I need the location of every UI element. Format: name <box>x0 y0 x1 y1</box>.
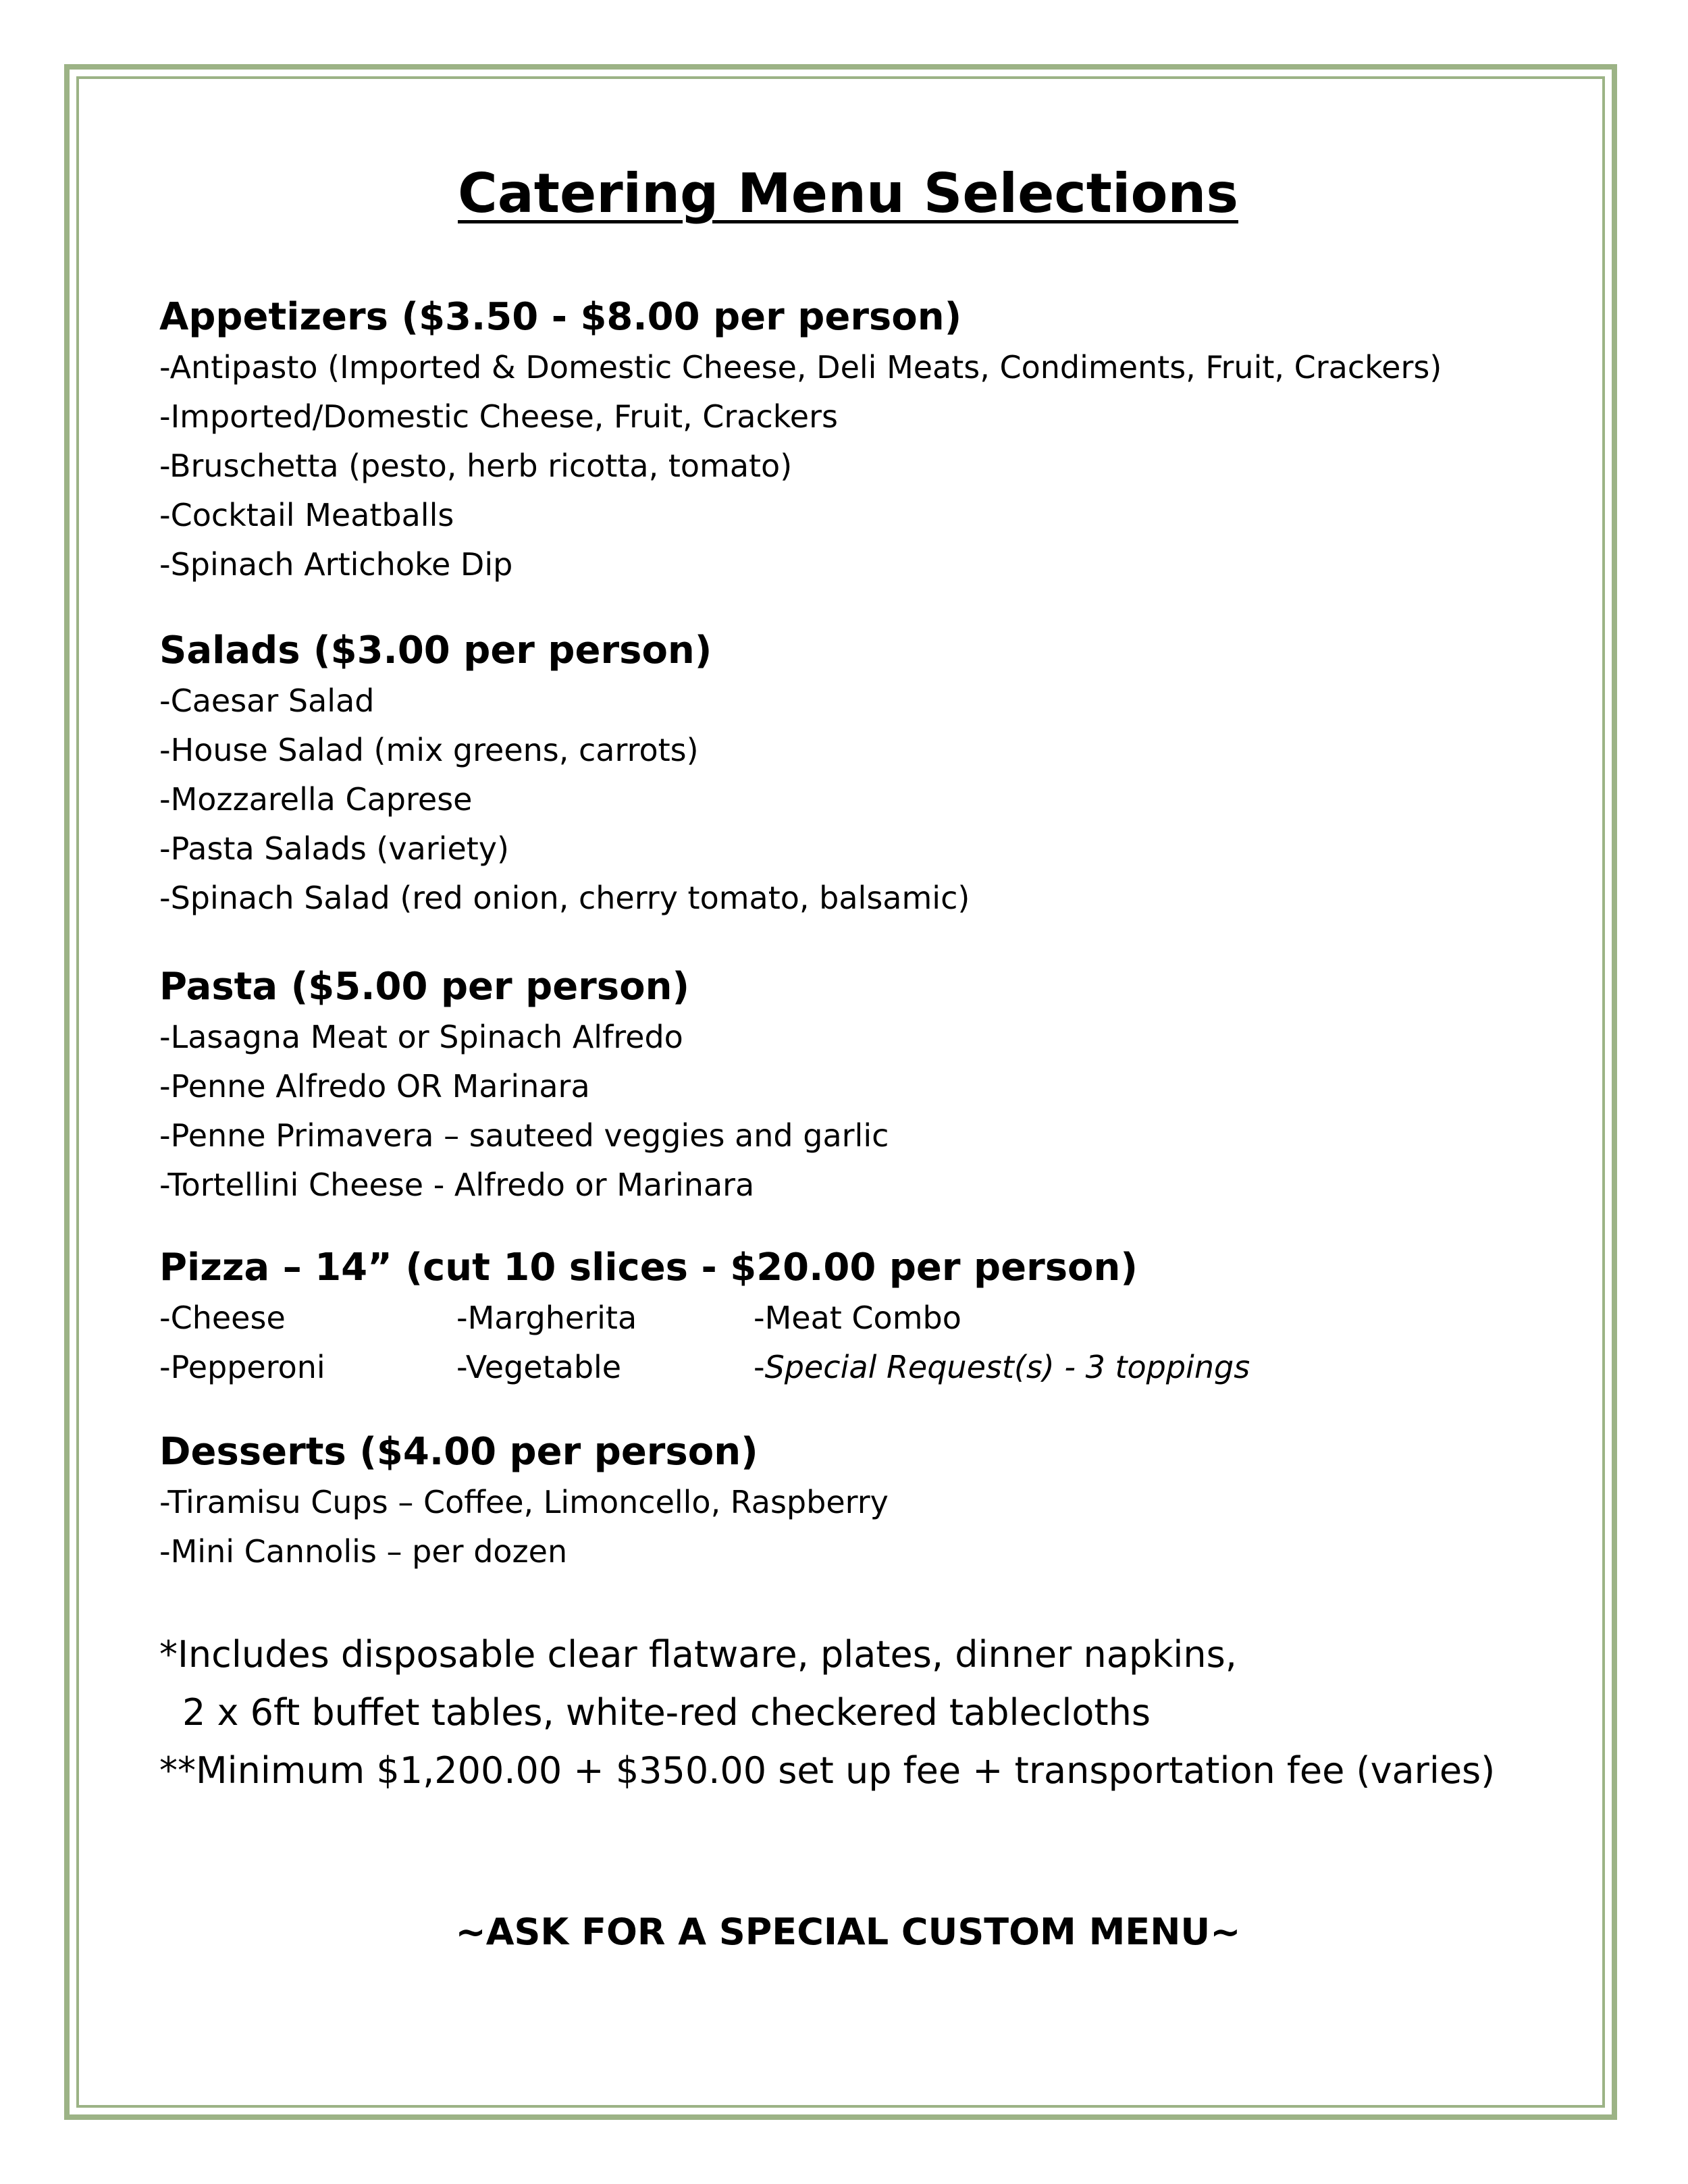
section-heading: Salads ($3.00 per person) <box>159 629 712 672</box>
special-request-text: Special Request(s) - 3 toppings <box>764 1349 1250 1385</box>
pizza-row <box>159 1343 1250 1392</box>
menu-item: -Caesar Salad <box>159 683 375 719</box>
section-salads <box>159 625 970 923</box>
menu-item: -Imported/Domestic Cheese, Fruit, Crackers <box>159 398 838 435</box>
page-title: Catering Menu Selections <box>458 162 1238 225</box>
pizza-option: -Vegetable <box>456 1349 622 1385</box>
menu-item: -Cocktail Meatballs <box>159 497 454 533</box>
menu-item: -Tortellini Cheese - Alfredo or Marinara <box>159 1167 755 1203</box>
section-desserts <box>159 1427 889 1576</box>
menu-item: -Spinach Artichoke Dip <box>159 546 513 583</box>
section-heading: Desserts ($4.00 per person) <box>159 1430 758 1474</box>
menu-item: -House Salad (mix greens, carrots) <box>159 732 699 768</box>
section-heading: Appetizers ($3.50 - $8.00 per person) <box>159 295 962 339</box>
menu-item: -Bruschetta (pesto, herb ricotta, tomato) <box>159 448 793 484</box>
custom-menu-callout: ~ASK FOR A SPECIAL CUSTOM MENU~ <box>455 1911 1241 1953</box>
pizza-option: -Pepperoni <box>159 1349 325 1385</box>
menu-item: -Mozzarella Caprese <box>159 781 473 818</box>
section-heading: Pasta ($5.00 per person) <box>159 965 690 1009</box>
note-minimum: **Minimum $1,200.00 + $350.00 set up fee + transportation fee (varies) <box>159 1749 1496 1792</box>
notes <box>159 1626 1495 1800</box>
section-pasta <box>159 961 889 1210</box>
pizza-option: -Cheese <box>159 1300 286 1336</box>
menu-item: -Lasagna Meat or Spinach Alfredo <box>159 1019 683 1055</box>
menu-item: -Mini Cannolis – per dozen <box>159 1533 568 1570</box>
pizza-option: -Margherita <box>456 1300 637 1336</box>
section-heading: Pizza – 14” (cut 10 slices - $20.00 per person) <box>159 1246 1138 1289</box>
menu-item: -Tiramisu Cups – Coffee, Limoncello, Raspberry <box>159 1484 889 1520</box>
section-appetizers <box>159 292 1442 589</box>
menu-item: -Penne Alfredo OR Marinara <box>159 1068 590 1104</box>
menu-item: -Spinach Salad (red onion, cherry tomato, balsamic) <box>159 880 970 916</box>
note-includes: *Includes disposable clear flatware, plates, dinner napkins, <box>159 1633 1237 1676</box>
pizza-option: -Meat Combo <box>754 1300 961 1336</box>
menu-item: -Pasta Salads (variety) <box>159 830 509 867</box>
special-request-dash: - <box>754 1349 765 1385</box>
pizza-row <box>159 1294 1250 1343</box>
menu-item: -Penne Primavera – sauteed veggies and garlic <box>159 1117 889 1154</box>
menu-item: -Antipasto (Imported & Domestic Cheese, Deli Meats, Condiments, Fruit, Crackers) <box>159 349 1442 385</box>
pizza-option-special <box>754 1343 1250 1392</box>
note-includes-continued: 2 x 6ft buffet tables, white-red checkered tablecloths <box>182 1691 1151 1734</box>
section-pizza <box>159 1242 1250 1392</box>
